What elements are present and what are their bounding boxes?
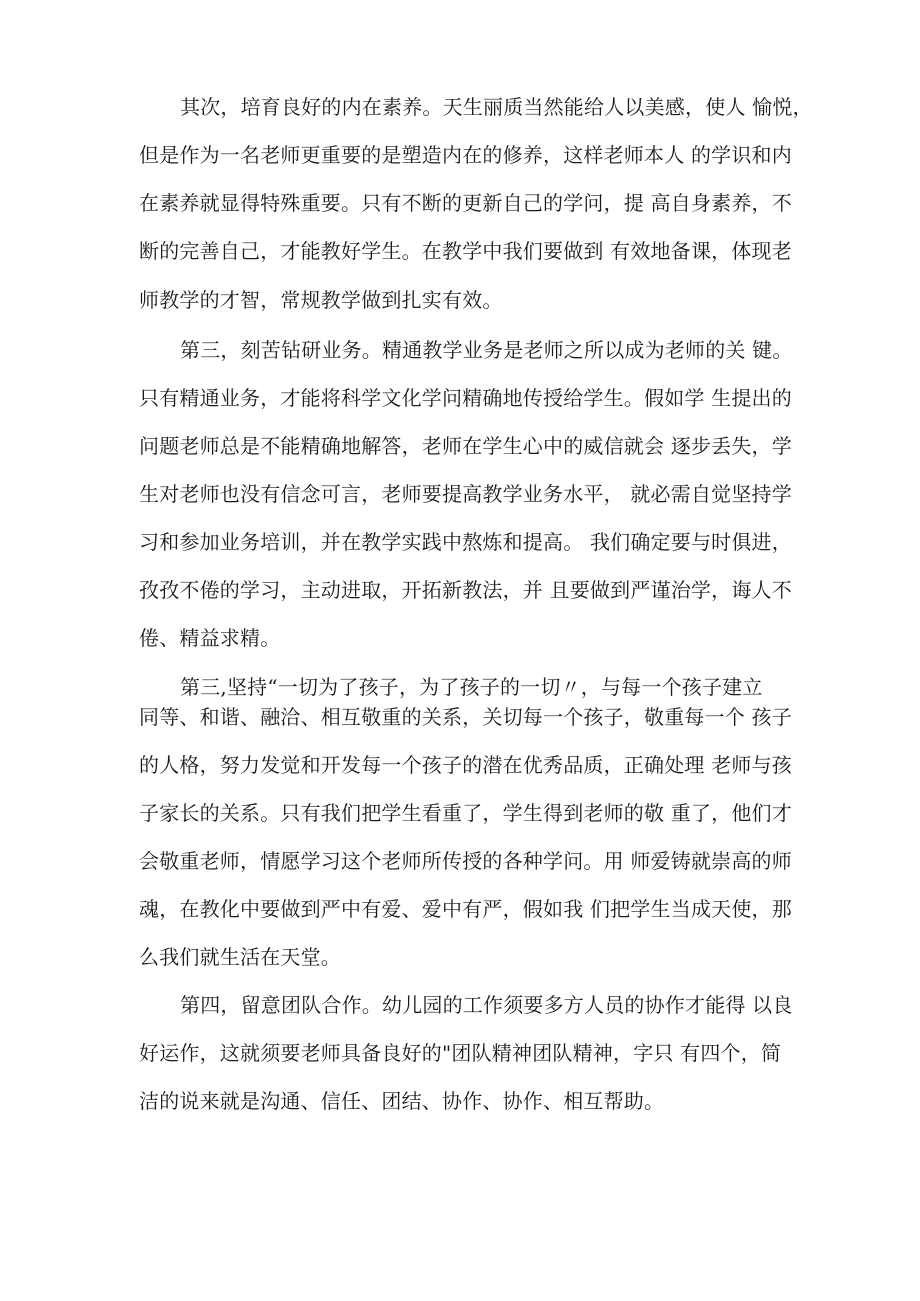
paragraph-4-line-3: 洁的说来就是沟通、信任、团结、协作、协作、相互帮助。 (139, 1089, 665, 1113)
paragraph-3-line-7: 么我们就生活在天堂。 (139, 945, 341, 969)
paragraph-3-line-6: 魂，在教化中要做到严中有爱、爱中有严，假如我 们把学生当成天使，那 (139, 897, 792, 921)
paragraph-3-line-1: 第三,坚持“一切为了孩子，为了孩子的一切〃，与每一个孩子建立 (180, 675, 763, 699)
paragraph-2-line-6: 孜孜不倦的学习，主动进取，开拓新教法，并 且要做到严谨治学，诲人不 (139, 578, 792, 602)
paragraph-4-line-2: 好运作，这就须要老师具备良好的"团队精神团队精神，字只 有四个，简 (139, 1041, 782, 1065)
paragraph-1-line-5: 师教学的才智，常规教学做到扎实有效。 (139, 288, 503, 312)
paragraph-2-line-5: 习和参加业务培训，并在教学实践中熬炼和提高。 我们确定要与时俱进， (139, 530, 792, 554)
paragraph-1-line-2: 但是作为一名老师更重要的是塑造内在的修养，这样老师本人 的学识和内 (139, 143, 792, 167)
paragraph-4-line-1: 第四，留意团队合作。幼儿园的工作须要多方人员的协作才能得 以良 (180, 993, 793, 1017)
paragraph-2-line-2: 只有精通业务，才能将科学文化学问精确地传授给学生。假如学 生提出的 (139, 386, 792, 410)
paragraph-1-line-4: 断的完善自己，才能教好学生。在教学中我们要做到 有效地备课，体现老 (139, 239, 792, 263)
paragraph-3-line-4: 子家长的关系。只有我们把学生看重了，学生得到老师的敬 重了，他们才 (139, 801, 792, 825)
paragraph-2-line-3: 问题老师总是不能精确地解答，老师在学生心中的威信就会 逐步丢失，学 (139, 434, 792, 458)
paragraph-1-line-3: 在素养就显得特殊重要。只有不断的更新自己的学问，提 高自身素养，不 (139, 191, 792, 215)
paragraph-1-line-1: 其次，培育良好的内在素养。天生丽质当然能给人以美感，使人 愉悦， (180, 95, 813, 119)
paragraph-2-line-4: 生对老师也没有信念可言，老师要提高教学业务水平， 就必需自觉坚持学 (139, 482, 792, 506)
paragraph-3-line-5: 会敬重老师，情愿学习这个老师所传授的各种学问。用 师爱铸就崇高的师 (139, 849, 792, 873)
paragraph-2-line-7: 倦、精益求精。 (139, 626, 281, 650)
paragraph-3-line-2: 同等、和谐、融洽、相互敬重的关系，关切每一个孩子，敬重每一个 孩子 (139, 705, 792, 729)
paragraph-3-line-3: 的人格，努力发觉和开发每一个孩子的潜在优秀品质，正确处理 老师与孩 (139, 753, 792, 777)
paragraph-2-line-1: 第三，刻苦钻研业务。精通教学业务是老师之所以成为老师的关 键。 (180, 338, 793, 362)
